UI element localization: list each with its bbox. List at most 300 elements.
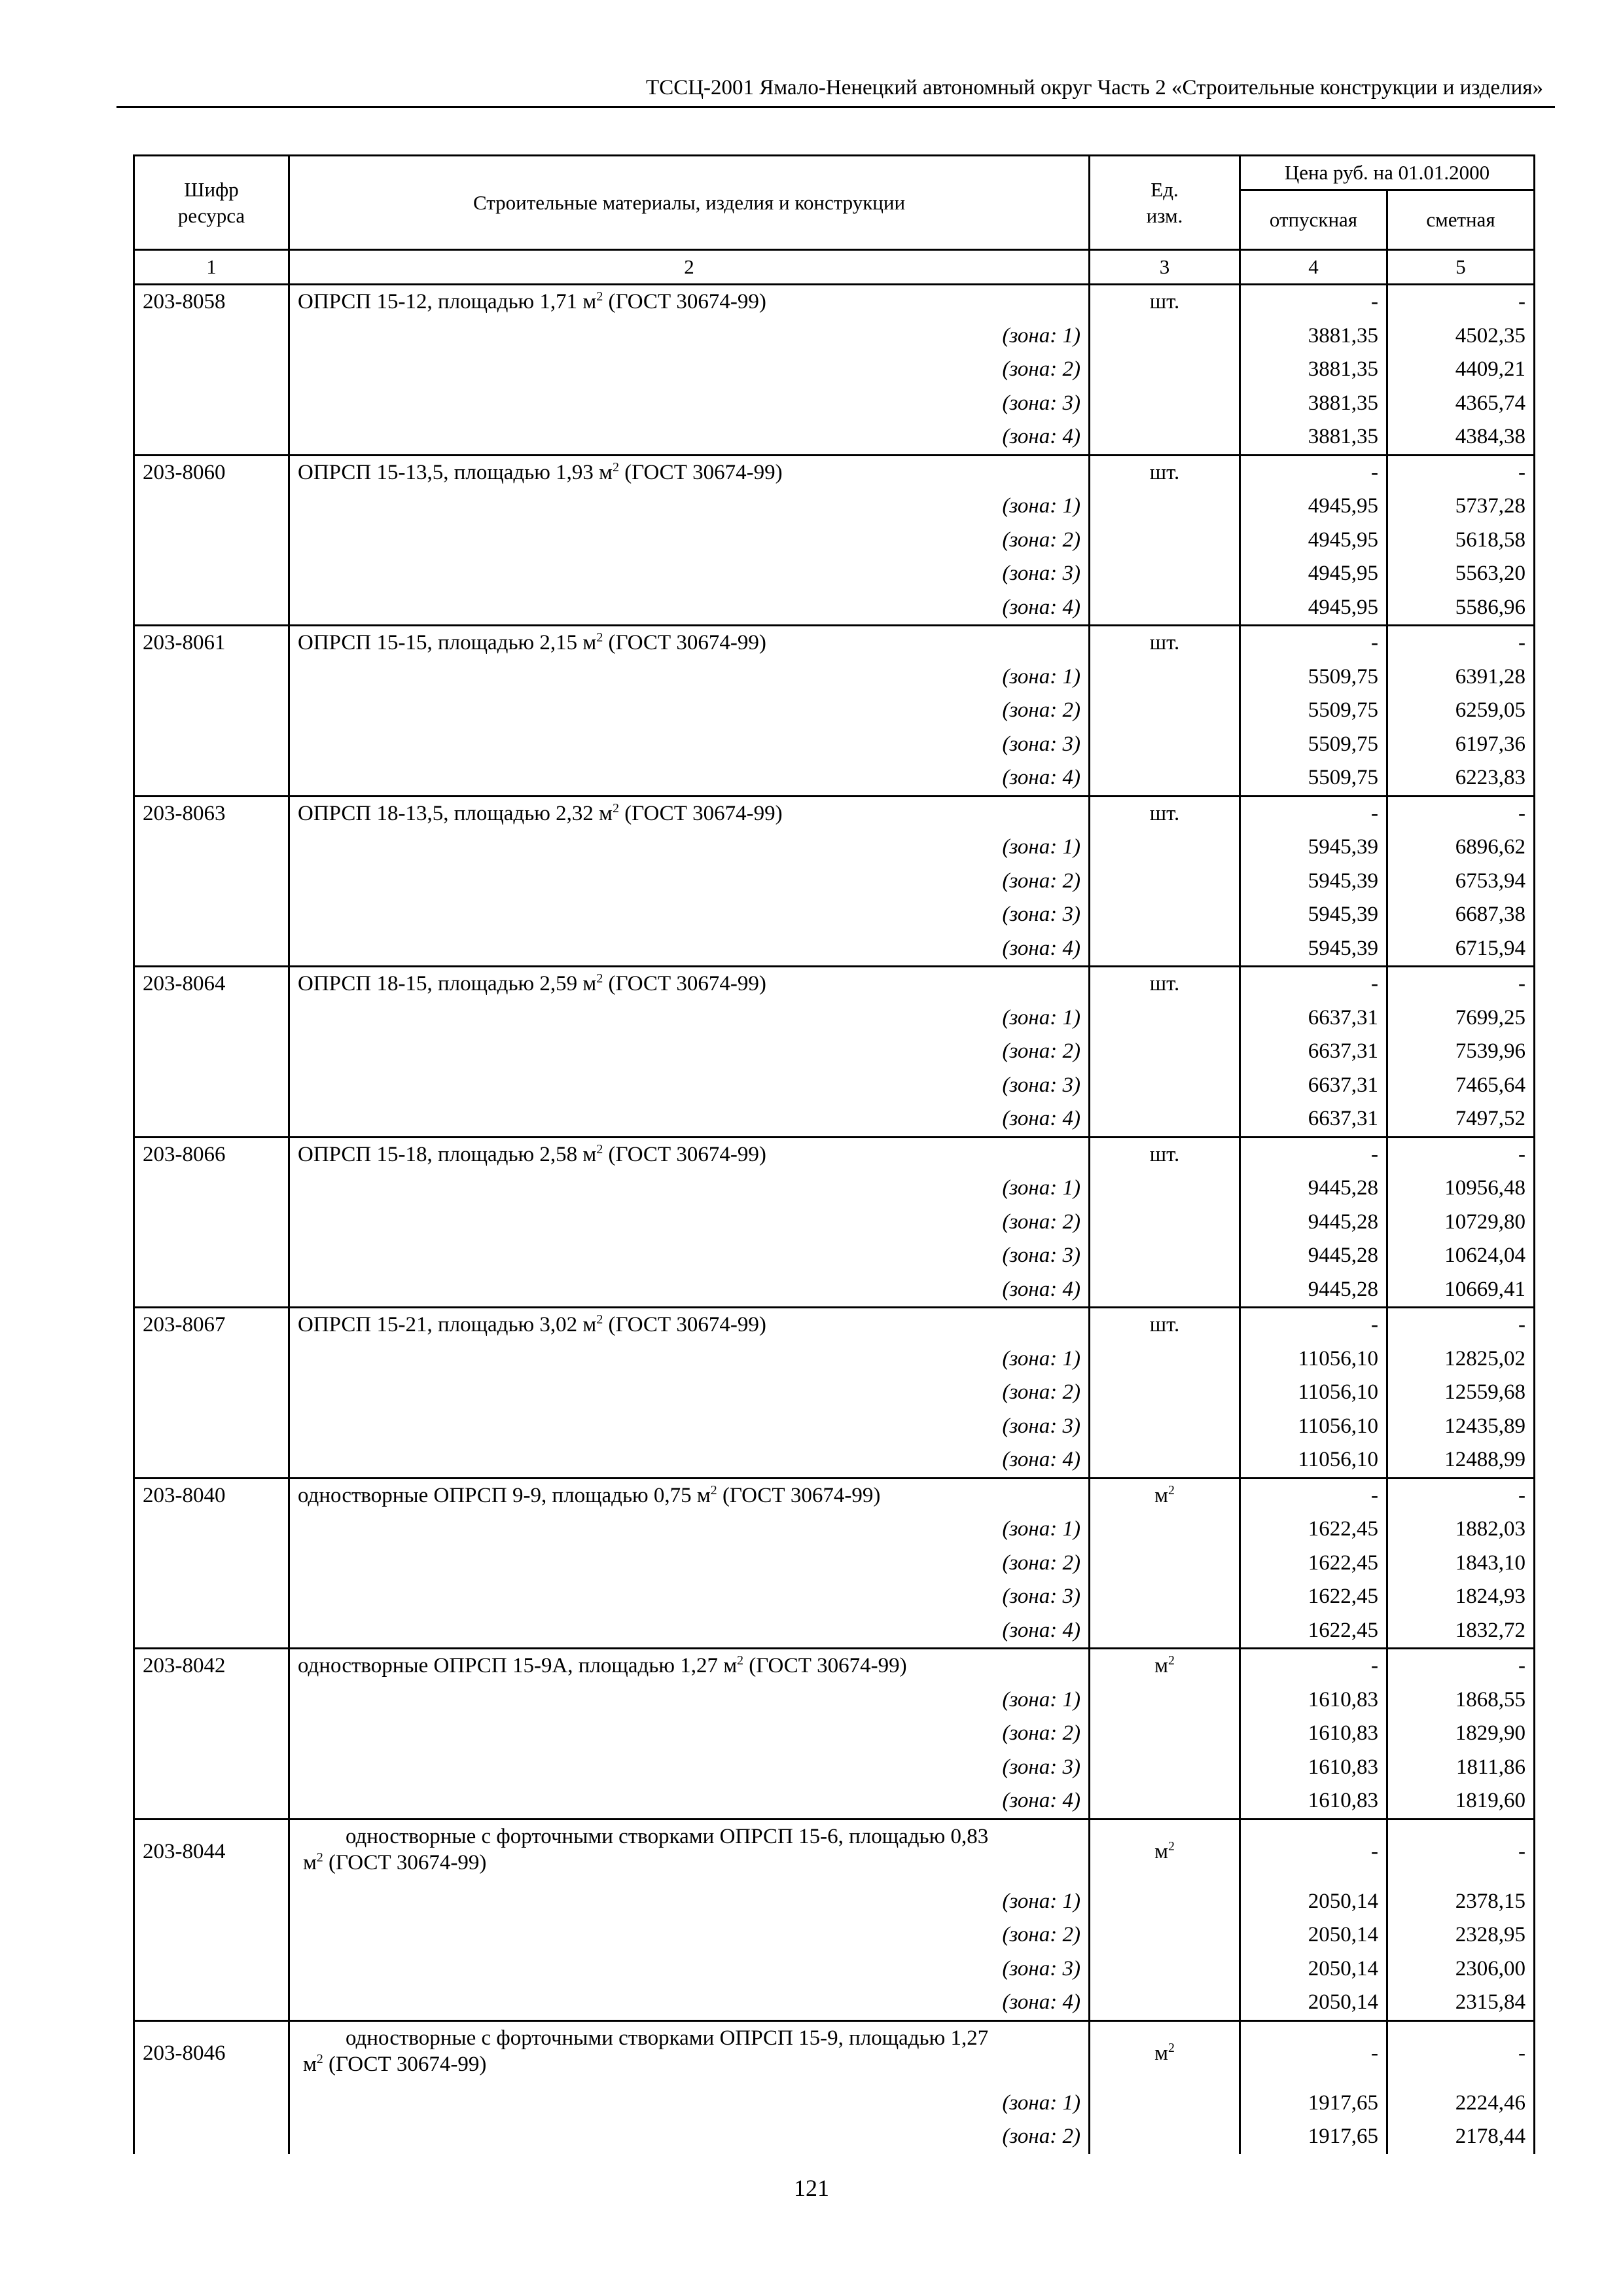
estimate-price: 1824,93 <box>1387 1580 1535 1614</box>
resource-description <box>289 967 1090 1001</box>
col-header-code: Шифр ресурса <box>134 156 289 250</box>
empty-cell <box>1090 1717 1240 1751</box>
unit-superscript: 2 <box>1168 2041 1175 2056</box>
resource-description <box>289 796 1090 831</box>
zone-label: (зона: 2) <box>289 1717 1090 1751</box>
release-price: 1917,65 <box>1240 2120 1387 2154</box>
col-header-name: Строительные материалы, изделия и конструкции <box>289 156 1090 250</box>
release-price: 1622,45 <box>1240 1580 1387 1614</box>
description-text: (ГОСТ 30674-99) <box>743 1654 907 1677</box>
empty-cell <box>134 728 289 762</box>
empty-cell <box>134 1342 289 1376</box>
release-price: - <box>1240 1308 1387 1342</box>
estimate-price: 6896,62 <box>1387 831 1535 865</box>
zone-label: (зона: 1) <box>289 1683 1090 1717</box>
empty-cell <box>134 591 289 626</box>
empty-cell <box>1090 1784 1240 1819</box>
table-row <box>134 1649 1535 1683</box>
table-row <box>134 1308 1535 1342</box>
col-number: 1 <box>134 250 289 285</box>
empty-cell <box>1090 387 1240 421</box>
release-price: 1610,83 <box>1240 1717 1387 1751</box>
estimate-price: 6223,83 <box>1387 761 1535 796</box>
description-text: (ГОСТ 30674-99) <box>323 1850 487 1874</box>
release-price: 1610,83 <box>1240 1784 1387 1819</box>
empty-cell <box>1090 591 1240 626</box>
superscript: 2 <box>596 630 603 645</box>
col-number: 5 <box>1387 250 1535 285</box>
zone-label: (зона: 3) <box>289 898 1090 932</box>
unit-cell <box>1090 2020 1240 2087</box>
zone-label: (зона: 2) <box>289 1376 1090 1410</box>
zone-label: (зона: 1) <box>289 831 1090 865</box>
empty-cell <box>1090 831 1240 865</box>
unit-text: м <box>1154 1483 1168 1507</box>
resource-description <box>289 1649 1090 1683</box>
estimate-price: 6753,94 <box>1387 865 1535 899</box>
unit-text: м <box>1154 1654 1168 1677</box>
table-body <box>134 285 1535 2154</box>
empty-cell <box>134 865 289 899</box>
empty-cell <box>1090 1885 1240 1919</box>
zone-row <box>134 1614 1535 1649</box>
release-price: 6637,31 <box>1240 1035 1387 1069</box>
estimate-price: 6715,94 <box>1387 932 1535 967</box>
col-header-unit: Ед. изм. <box>1090 156 1240 250</box>
zone-row <box>134 387 1535 421</box>
release-price: 1610,83 <box>1240 1683 1387 1717</box>
zone-label: (зона: 2) <box>289 1918 1090 1952</box>
zone-row <box>134 319 1535 353</box>
table-row <box>134 967 1535 1001</box>
release-price: 3881,35 <box>1240 353 1387 387</box>
unit-superscript: 2 <box>1168 1839 1175 1854</box>
unit-text: м <box>1154 2041 1168 2066</box>
zone-row <box>134 1206 1535 1240</box>
release-price: 3881,35 <box>1240 420 1387 455</box>
zone-row <box>134 898 1535 932</box>
col-number: 3 <box>1090 250 1240 285</box>
release-price: 5945,39 <box>1240 831 1387 865</box>
release-price: - <box>1240 1819 1387 1885</box>
estimate-price: 5618,58 <box>1387 524 1535 558</box>
description-text: м <box>303 1850 317 1874</box>
empty-cell <box>1090 1513 1240 1547</box>
zone-label: (зона: 3) <box>289 387 1090 421</box>
estimate-price: - <box>1387 2020 1535 2087</box>
estimate-price: 4384,38 <box>1387 420 1535 455</box>
description-text: ОПРСП 18-13,5, площадью 2,32 м <box>298 801 613 825</box>
table-row <box>134 285 1535 319</box>
zone-row <box>134 728 1535 762</box>
release-price: - <box>1240 2020 1387 2087</box>
zone-row <box>134 1918 1535 1952</box>
release-price: 6637,31 <box>1240 1102 1387 1137</box>
description-text: ОПРСП 15-12, площадью 1,71 м <box>298 290 597 314</box>
estimate-price: - <box>1387 796 1535 831</box>
zone-row <box>134 1986 1535 2020</box>
estimate-price: 7465,64 <box>1387 1069 1535 1103</box>
description-text: ОПРСП 15-15, площадью 2,15 м <box>298 631 597 655</box>
estimate-price: 1868,55 <box>1387 1683 1535 1717</box>
zone-label: (зона: 4) <box>289 1102 1090 1137</box>
empty-cell <box>1090 728 1240 762</box>
zone-row <box>134 1342 1535 1376</box>
estimate-price: 1882,03 <box>1387 1513 1535 1547</box>
zone-label: (зона: 4) <box>289 1273 1090 1308</box>
estimate-price: 5563,20 <box>1387 557 1535 591</box>
release-price: 5945,39 <box>1240 898 1387 932</box>
empty-cell <box>134 761 289 796</box>
zone-row <box>134 865 1535 899</box>
description-text: ОПРСП 18-15, площадью 2,59 м <box>298 972 597 996</box>
unit-cell <box>1090 1308 1240 1342</box>
resource-description <box>289 285 1090 319</box>
zone-row <box>134 1172 1535 1206</box>
unit-text: шт. <box>1149 1142 1180 1166</box>
empty-cell <box>134 1035 289 1069</box>
empty-cell <box>1090 932 1240 967</box>
zone-label: (зона: 3) <box>289 557 1090 591</box>
zone-row <box>134 1443 1535 1478</box>
empty-cell <box>1090 1273 1240 1308</box>
empty-cell <box>134 1784 289 1819</box>
zone-row <box>134 761 1535 796</box>
empty-cell <box>1090 1614 1240 1649</box>
table-row <box>134 2020 1535 2087</box>
estimate-price: 1832,72 <box>1387 1614 1535 1649</box>
release-price: 3881,35 <box>1240 319 1387 353</box>
zone-row <box>134 1410 1535 1444</box>
empty-cell <box>1090 1751 1240 1785</box>
empty-cell <box>134 1614 289 1649</box>
col-header-release: отпускная <box>1240 190 1387 250</box>
empty-cell <box>1090 898 1240 932</box>
estimate-price: - <box>1387 1308 1535 1342</box>
zone-label: (зона: 4) <box>289 420 1090 455</box>
superscript: 2 <box>316 2051 323 2066</box>
resource-code: 203-8040 <box>134 1478 289 1513</box>
resource-description <box>289 2020 1090 2087</box>
release-price: - <box>1240 967 1387 1001</box>
table-row <box>134 1137 1535 1172</box>
zone-row <box>134 932 1535 967</box>
price-table <box>133 154 1535 2154</box>
estimate-price: 1829,90 <box>1387 1717 1535 1751</box>
description-text: (ГОСТ 30674-99) <box>603 1313 766 1336</box>
description-text: м <box>303 2052 317 2076</box>
empty-cell <box>1090 1069 1240 1103</box>
unit-text: шт. <box>1149 1313 1180 1336</box>
empty-cell <box>134 1102 289 1137</box>
empty-cell <box>1090 1952 1240 1986</box>
unit-cell <box>1090 285 1240 319</box>
estimate-price: 6259,05 <box>1387 694 1535 728</box>
estimate-price: 12825,02 <box>1387 1342 1535 1376</box>
empty-cell <box>134 1717 289 1751</box>
estimate-price: 5586,96 <box>1387 591 1535 626</box>
empty-cell <box>134 2120 289 2154</box>
release-price: 2050,14 <box>1240 1952 1387 1986</box>
empty-cell <box>1090 1239 1240 1273</box>
release-price: 4945,95 <box>1240 557 1387 591</box>
zone-row <box>134 1885 1535 1919</box>
estimate-price: 4502,35 <box>1387 319 1535 353</box>
release-price: - <box>1240 1478 1387 1513</box>
empty-cell <box>1090 1547 1240 1581</box>
estimate-price: 2224,46 <box>1387 2087 1535 2121</box>
zone-row <box>134 660 1535 694</box>
zone-row <box>134 1683 1535 1717</box>
release-price: 1610,83 <box>1240 1751 1387 1785</box>
empty-cell <box>1090 524 1240 558</box>
release-price: 4945,95 <box>1240 524 1387 558</box>
release-price: - <box>1240 1137 1387 1172</box>
empty-cell <box>134 1069 289 1103</box>
empty-cell <box>134 898 289 932</box>
zone-row <box>134 1717 1535 1751</box>
estimate-price: 7539,96 <box>1387 1035 1535 1069</box>
release-price: 5945,39 <box>1240 932 1387 967</box>
superscript: 2 <box>737 1653 744 1668</box>
zone-label: (зона: 3) <box>289 1410 1090 1444</box>
release-price: 11056,10 <box>1240 1410 1387 1444</box>
description-text: одностворные ОПРСП 9-9, площадью 0,75 м <box>298 1483 711 1507</box>
empty-cell <box>134 1206 289 1240</box>
empty-cell <box>134 831 289 865</box>
release-price: - <box>1240 796 1387 831</box>
zone-label: (зона: 3) <box>289 1069 1090 1103</box>
release-price: 1622,45 <box>1240 1547 1387 1581</box>
zone-label: (зона: 4) <box>289 1784 1090 1819</box>
release-price: 5509,75 <box>1240 761 1387 796</box>
resource-code: 203-8061 <box>134 626 289 660</box>
description-line <box>303 2051 1080 2077</box>
empty-cell <box>1090 319 1240 353</box>
empty-cell <box>134 1239 289 1273</box>
release-price: - <box>1240 626 1387 660</box>
unit-superscript: 2 <box>1168 1653 1175 1668</box>
empty-cell <box>134 353 289 387</box>
description-text: (ГОСТ 30674-99) <box>323 2052 487 2076</box>
release-price: 3881,35 <box>1240 387 1387 421</box>
description-text: ОПРСП 15-21, площадью 3,02 м <box>298 1313 597 1336</box>
unit-cell <box>1090 1649 1240 1683</box>
description-line: одностворные с форточными створками ОПРСП 15-9, площадью 1,27 <box>346 2026 989 2050</box>
empty-cell <box>134 1952 289 1986</box>
unit-cell <box>1090 1478 1240 1513</box>
unit-text: м <box>1154 1840 1168 1864</box>
description-text: (ГОСТ 30674-99) <box>603 1142 766 1166</box>
zone-row <box>134 1952 1535 1986</box>
zone-label: (зона: 4) <box>289 1986 1090 2020</box>
col-header-estimate: сметная <box>1387 190 1535 250</box>
empty-cell <box>1090 1001 1240 1035</box>
zone-label: (зона: 1) <box>289 490 1090 524</box>
estimate-price: 2378,15 <box>1387 1885 1535 1919</box>
empty-cell <box>134 1986 289 2020</box>
empty-cell <box>1090 1918 1240 1952</box>
zone-label: (зона: 1) <box>289 2087 1090 2121</box>
estimate-price: 12435,89 <box>1387 1410 1535 1444</box>
zone-label: (зона: 1) <box>289 319 1090 353</box>
empty-cell <box>134 1547 289 1581</box>
empty-cell <box>134 1580 289 1614</box>
table-row <box>134 796 1535 831</box>
zone-row <box>134 353 1535 387</box>
estimate-price: 10729,80 <box>1387 1206 1535 1240</box>
release-price: 11056,10 <box>1240 1376 1387 1410</box>
release-price: 5945,39 <box>1240 865 1387 899</box>
empty-cell <box>134 932 289 967</box>
resource-description <box>289 1308 1090 1342</box>
release-price: - <box>1240 285 1387 319</box>
estimate-price: 6391,28 <box>1387 660 1535 694</box>
table-row <box>134 455 1535 490</box>
estimate-price: 6687,38 <box>1387 898 1535 932</box>
release-price: 1622,45 <box>1240 1513 1387 1547</box>
unit-cell <box>1090 796 1240 831</box>
zone-label: (зона: 1) <box>289 1885 1090 1919</box>
empty-cell <box>1090 761 1240 796</box>
empty-cell <box>134 1001 289 1035</box>
description-text: (ГОСТ 30674-99) <box>717 1483 881 1507</box>
resource-description <box>289 1819 1090 1885</box>
release-price: 5509,75 <box>1240 728 1387 762</box>
zone-label: (зона: 3) <box>289 1952 1090 1986</box>
unit-text: шт. <box>1149 631 1180 655</box>
unit-text: шт. <box>1149 972 1180 996</box>
estimate-price: 2315,84 <box>1387 1986 1535 2020</box>
empty-cell <box>1090 1683 1240 1717</box>
empty-cell <box>134 1683 289 1717</box>
resource-code: 203-8044 <box>134 1819 289 1885</box>
unit-cell <box>1090 1137 1240 1172</box>
resource-description <box>289 626 1090 660</box>
estimate-price: - <box>1387 1478 1535 1513</box>
unit-cell <box>1090 1819 1240 1885</box>
zone-row <box>134 831 1535 865</box>
estimate-price: 2178,44 <box>1387 2120 1535 2154</box>
estimate-price: 1811,86 <box>1387 1751 1535 1785</box>
zone-label: (зона: 2) <box>289 1035 1090 1069</box>
superscript: 2 <box>596 1312 603 1327</box>
zone-label: (зона: 4) <box>289 1443 1090 1478</box>
release-price: 5509,75 <box>1240 660 1387 694</box>
zone-label: (зона: 1) <box>289 1342 1090 1376</box>
zone-label: (зона: 2) <box>289 1206 1090 1240</box>
resource-code: 203-8058 <box>134 285 289 319</box>
resource-code: 203-8064 <box>134 967 289 1001</box>
zone-label: (зона: 3) <box>289 1580 1090 1614</box>
superscript: 2 <box>613 459 619 475</box>
empty-cell <box>134 1273 289 1308</box>
zone-row <box>134 2120 1535 2154</box>
release-price: 9445,28 <box>1240 1172 1387 1206</box>
zone-row <box>134 2087 1535 2121</box>
zone-row <box>134 694 1535 728</box>
page-number: 121 <box>794 2175 829 2201</box>
zone-label: (зона: 2) <box>289 524 1090 558</box>
estimate-price: - <box>1387 285 1535 319</box>
header-title: ТССЦ-2001 Ямало-Ненецкий автономный округ Часть 2 «Строительные конструкции и изделия» <box>646 76 1543 99</box>
release-price: 1622,45 <box>1240 1614 1387 1649</box>
estimate-price: - <box>1387 1819 1535 1885</box>
zone-row <box>134 1001 1535 1035</box>
release-price: 4945,95 <box>1240 591 1387 626</box>
superscript: 2 <box>596 1141 603 1157</box>
release-price: 11056,10 <box>1240 1342 1387 1376</box>
estimate-price: 10669,41 <box>1387 1273 1535 1308</box>
resource-description <box>289 1478 1090 1513</box>
description-text: ОПРСП 15-18, площадью 2,58 м <box>298 1142 597 1166</box>
table-row <box>134 1819 1535 1885</box>
zone-row <box>134 1239 1535 1273</box>
superscript: 2 <box>710 1482 717 1498</box>
estimate-price: 1819,60 <box>1387 1784 1535 1819</box>
empty-cell <box>134 694 289 728</box>
unit-text: шт. <box>1149 460 1180 484</box>
table-row <box>134 1478 1535 1513</box>
empty-cell <box>1090 1443 1240 1478</box>
release-price: 1917,65 <box>1240 2087 1387 2121</box>
unit-cell <box>1090 455 1240 490</box>
description-text: ОПРСП 15-13,5, площадью 1,93 м <box>298 460 613 484</box>
description-line: одностворные с форточными створками ОПРСП 15-6, площадью 0,83 <box>346 1824 989 1848</box>
zone-label: (зона: 2) <box>289 2120 1090 2154</box>
empty-cell <box>1090 557 1240 591</box>
empty-cell <box>1090 1206 1240 1240</box>
estimate-price: 5737,28 <box>1387 490 1535 524</box>
description-line <box>303 1850 1080 1876</box>
empty-cell <box>134 1410 289 1444</box>
zone-row <box>134 1376 1535 1410</box>
zone-row <box>134 524 1535 558</box>
empty-cell <box>1090 1172 1240 1206</box>
zone-label: (зона: 2) <box>289 865 1090 899</box>
empty-cell <box>134 524 289 558</box>
estimate-price: 4409,21 <box>1387 353 1535 387</box>
empty-cell <box>134 1443 289 1478</box>
release-price: 6637,31 <box>1240 1001 1387 1035</box>
release-price: - <box>1240 455 1387 490</box>
estimate-price: 2306,00 <box>1387 1952 1535 1986</box>
superscript: 2 <box>596 971 603 986</box>
resource-code: 203-8063 <box>134 796 289 831</box>
estimate-price: 7699,25 <box>1387 1001 1535 1035</box>
estimate-price: - <box>1387 967 1535 1001</box>
empty-cell <box>1090 694 1240 728</box>
description-text: (ГОСТ 30674-99) <box>618 460 783 484</box>
zone-row <box>134 1580 1535 1614</box>
zone-row <box>134 1784 1535 1819</box>
release-price: 9445,28 <box>1240 1239 1387 1273</box>
superscript: 2 <box>613 800 619 816</box>
empty-cell <box>1090 1342 1240 1376</box>
empty-cell <box>1090 1986 1240 2020</box>
zone-row <box>134 591 1535 626</box>
resource-description <box>289 1137 1090 1172</box>
zone-label: (зона: 3) <box>289 1751 1090 1785</box>
col-number: 4 <box>1240 250 1387 285</box>
zone-row <box>134 1547 1535 1581</box>
zone-label: (зона: 4) <box>289 932 1090 967</box>
empty-cell <box>1090 1580 1240 1614</box>
empty-cell <box>1090 1376 1240 1410</box>
zone-label: (зона: 3) <box>289 1239 1090 1273</box>
estimate-price: 7497,52 <box>1387 1102 1535 1137</box>
unit-cell <box>1090 967 1240 1001</box>
